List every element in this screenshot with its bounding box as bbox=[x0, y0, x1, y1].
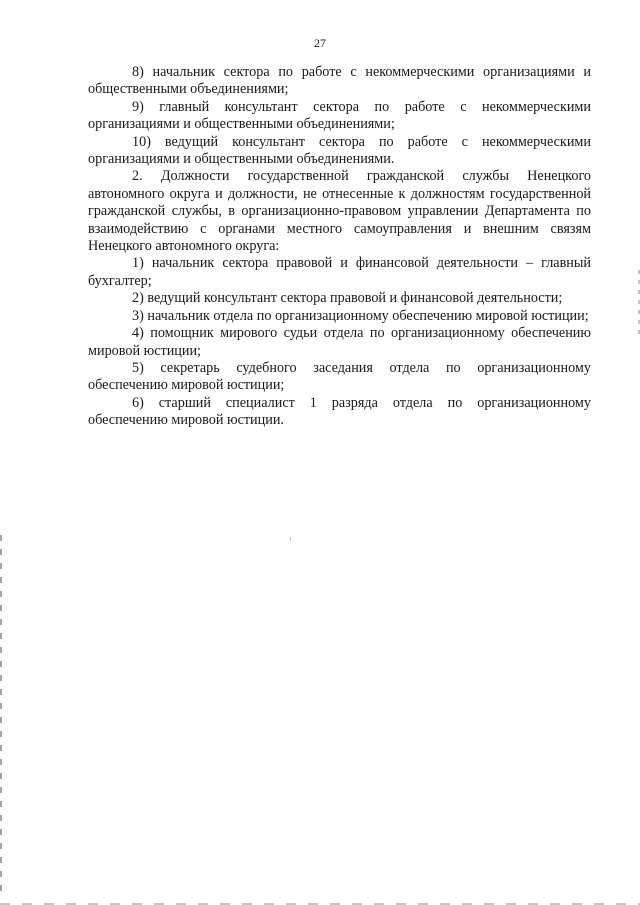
list-item-2: 2) ведущий консультант сектора правовой и финансовой деятельности; bbox=[132, 290, 563, 307]
list-item-5: 5) секретарь судебного заседания отдела по организационному обеспечению мировой юстиции; bbox=[88, 359, 591, 394]
section-2-heading-paragraph: 2. Должности государственной гражданской службы Ненецкого автономного округа и должности, не отнесенные к должностям государственной гражданской службы, в организационно-правовом управлении Департамента по взаимодействию с органами местного самоуправления и внешним связям Ненецкого автономного округа: bbox=[88, 168, 591, 255]
list-item-9: 9) главный консультант сектора по работе с некоммерческими организациями и общественными объединениями; bbox=[88, 98, 591, 133]
scan-edge-left bbox=[0, 535, 2, 895]
document-body bbox=[88, 64, 591, 430]
scan-speck bbox=[290, 537, 291, 541]
list-item-3: 3) начальник отдела по организационному обеспечению мировой юстиции; bbox=[132, 307, 589, 324]
list-item-1: 1) начальник сектора правовой и финансовой деятельности – главный бухгалтер; bbox=[88, 255, 591, 289]
list-item-6: 6) старший специалист 1 разряда отдела по организационному обеспечению мировой юстиции. bbox=[88, 394, 591, 429]
list-item-8: 8) начальник сектора по работе с некоммерческими организациями и общественными объединениями; bbox=[88, 64, 591, 98]
page-number: 27 bbox=[314, 36, 326, 50]
list-item-4: 4) помощник мирового судьи отдела по организационному обеспечению мировой юстиции; bbox=[88, 325, 591, 359]
list-item-10: 10) ведущий консультант сектора по работе с некоммерческими организациями и общественными объединениями. bbox=[88, 133, 591, 168]
